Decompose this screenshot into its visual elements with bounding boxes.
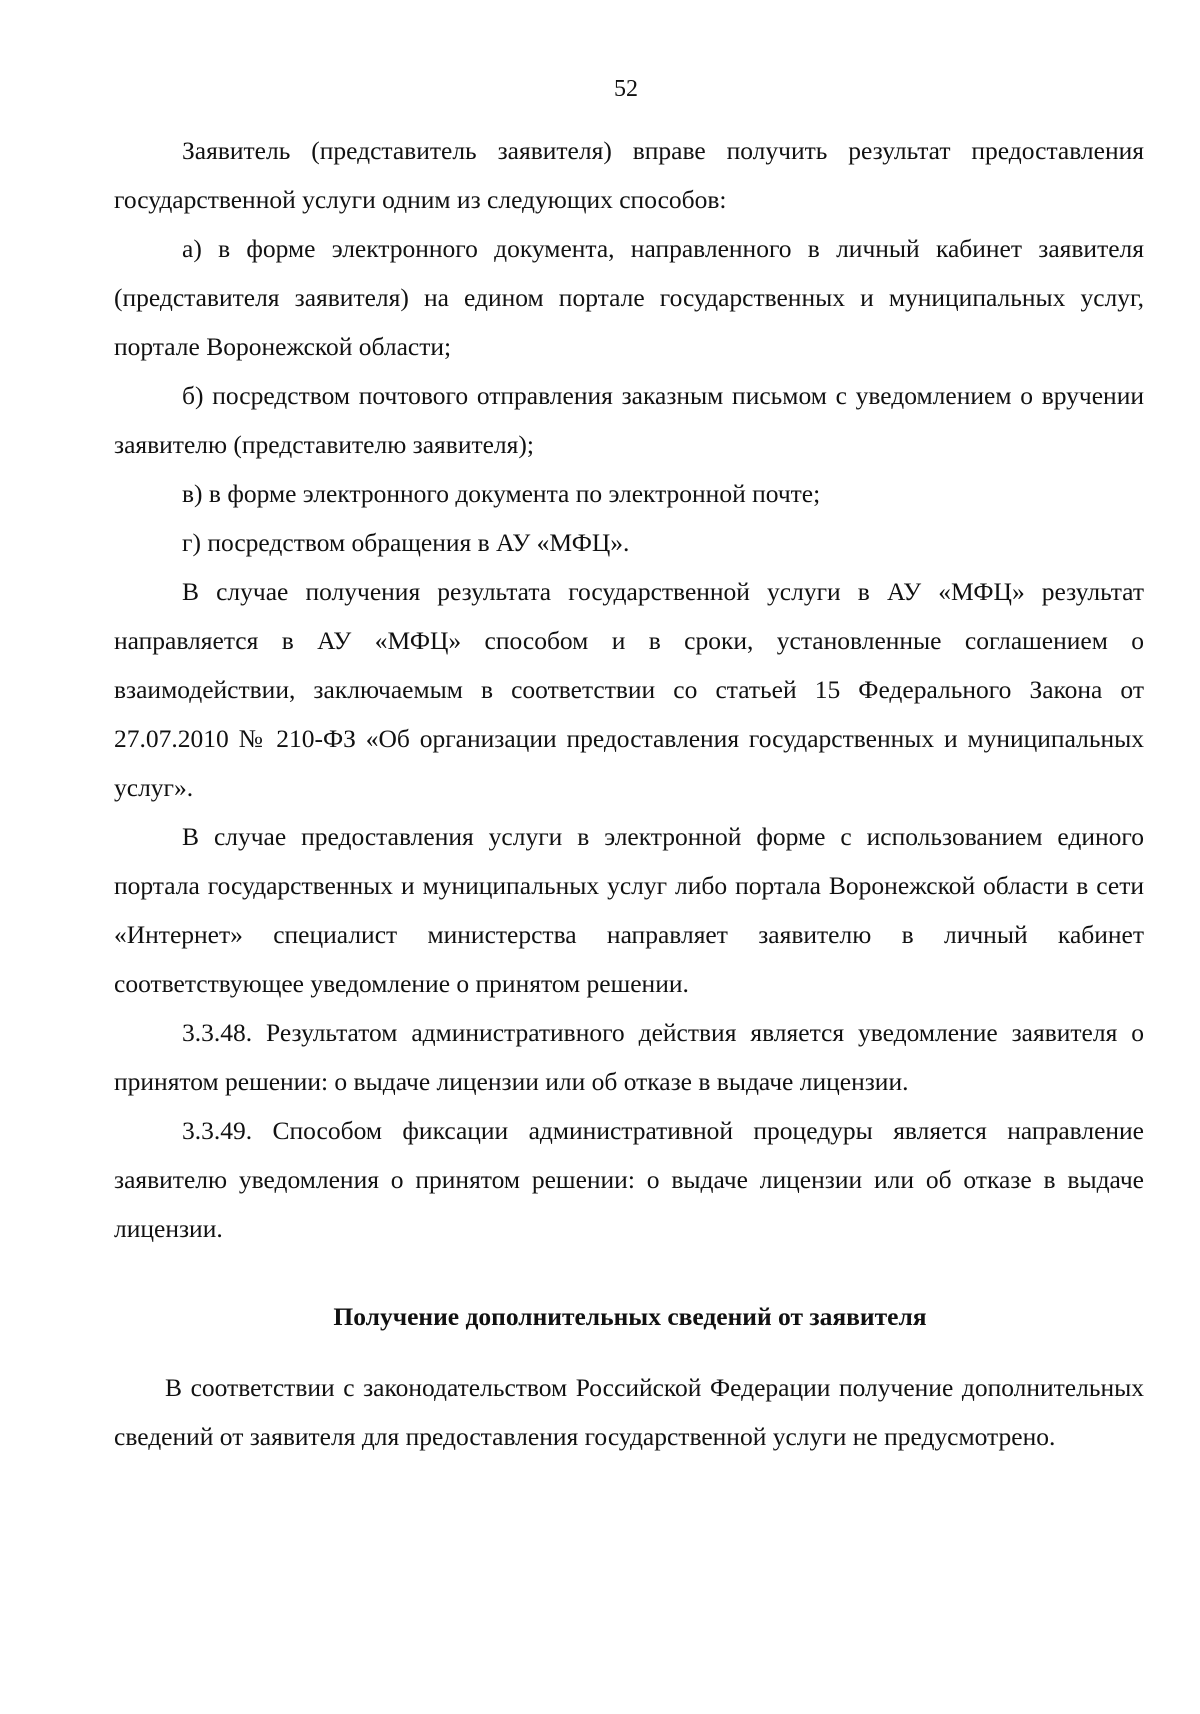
- paragraph-electronic-form: В случае предоставления услуги в электронной форме с использованием единого портала государственных и муниципальных услуг либо портала Воронежской области в сети «Интернет» специалист министерства направляет заявителю в личный кабинет соответствующее уведомление о принятом решении.: [114, 822, 1144, 998]
- paragraph-3-3-49: 3.3.49. Способом фиксации административной процедуры является направление заявителю уведомления о принятом решении: о выдаче лицензии или об отказе в выдаче лицензии.: [114, 1116, 1144, 1243]
- paragraph-option-b: б) посредством почтового отправления заказным письмом с уведомлением о вручении заявителю (представителю заявителя);: [114, 381, 1144, 459]
- paragraph-mfc-result: В случае получения результата государственной услуги в АУ «МФЦ» результат направляется в АУ «МФЦ» способом и в сроки, установленные соглашением о взаимодействии, заключаемым в соответствии со статьей 15 Федерального Закона от 27.07.2010 № 210-ФЗ «Об организации предоставления государственных и муниципальных услуг».: [114, 577, 1144, 802]
- section-text: [114, 1363, 1144, 1461]
- paragraph-option-g: г) посредством обращения в АУ «МФЦ».: [182, 528, 630, 557]
- paragraph-additional-info: В соответствии с законодательством Российской Федерации получение дополнительных сведений от заявителя для предоставления государственной услуги не предусмотрено.: [114, 1373, 1144, 1451]
- paragraph-option-v: в) в форме электронного документа по электронной почте;: [182, 479, 821, 508]
- page-number: 52: [614, 76, 638, 102]
- paragraph-3-3-48: 3.3.48. Результатом административного действия является уведомление заявителя о принятом решении: о выдаче лицензии или об отказе в выдаче лицензии.: [114, 1018, 1144, 1096]
- paragraph-result-options-intro: Заявитель (представитель заявителя) вправе получить результат предоставления государственной услуги одним из следующих способов:: [114, 136, 1144, 214]
- paragraph-option-a: а) в форме электронного документа, направленного в личный кабинет заявителя (представителя заявителя) на едином портале государственных и муниципальных услуг, портале Воронежской области;: [114, 234, 1144, 361]
- main-text: [114, 126, 1144, 1253]
- section-heading: Получение дополнительных сведений от заявителя: [333, 1302, 927, 1331]
